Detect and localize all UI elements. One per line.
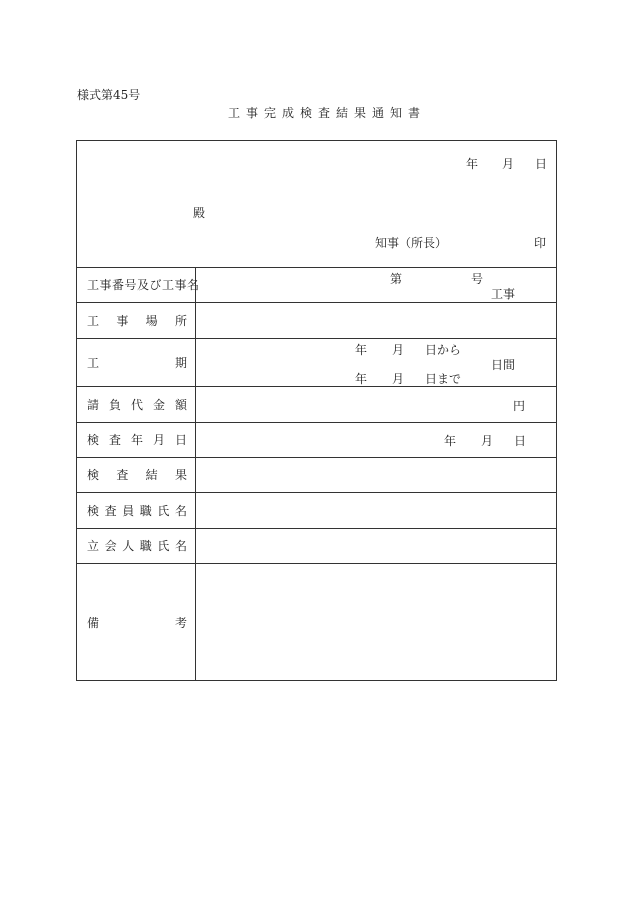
label-char: 月 [152,433,165,447]
header-date-month: 月 [502,157,515,171]
label-char: 結 [145,468,158,482]
label-inspector [77,492,195,528]
inspection-year: 年 [444,434,457,448]
label-char: 事 [116,313,129,328]
field-inspection-result[interactable] [196,458,556,491]
amount-unit: 円 [513,399,526,413]
label-char: 員 [122,503,135,518]
label-char: 負 [108,397,121,412]
label-char: 考 [174,615,187,630]
label-char: 氏 [157,503,170,518]
field-inspector[interactable] [196,493,556,527]
field-contract-amount[interactable] [196,387,556,421]
label-location [77,302,195,338]
period-end-year: 年 [355,372,368,386]
label-text: 工事番号及び工事名 [87,278,200,292]
label-char: 額 [174,397,187,412]
seal-mark: 印 [534,236,547,250]
label-char: 金 [152,397,165,412]
form-number: 様式第45号 [77,88,141,102]
field-witness[interactable] [196,529,556,562]
label-char: 検 [87,503,100,518]
label-char: 果 [174,468,187,482]
label-char: 職 [139,503,152,518]
label-remarks [77,563,195,681]
label-char: 会 [104,539,117,553]
number-prefix: 第 [390,272,403,286]
label-char: 名 [174,539,187,553]
period-end-month: 月 [392,372,405,386]
label-char: 職 [139,539,152,553]
label-inspection-result [77,457,195,492]
label-char: 所 [174,313,187,328]
label-char: 立 [87,539,100,553]
inspection-month: 月 [481,434,494,448]
label-char: 期 [174,355,187,370]
label-char: 工 [87,355,100,370]
label-char: 氏 [157,539,170,553]
label-char: 検 [87,433,100,447]
label-char: 場 [145,313,158,328]
label-char: 備 [87,615,100,630]
header-date-year: 年 [466,157,479,171]
field-location[interactable] [196,303,556,337]
header-date-day: 日 [535,157,548,171]
label-char: 年 [130,433,143,447]
label-period [77,338,195,386]
name-suffix: 工事 [491,287,516,301]
period-days-unit: 日間 [491,358,516,372]
label-char: 請 [87,397,100,412]
period-end-day: 日まで [425,372,462,386]
field-inspection-date[interactable] [196,423,556,456]
label-inspection-date [77,422,195,457]
label-char: 人 [122,539,135,553]
label-contract-amount [77,386,195,422]
period-start-year: 年 [355,343,368,357]
addressee-suffix: 殿 [193,206,206,220]
label-char: 査 [116,468,129,482]
label-char: 査 [104,503,117,518]
label-char: 工 [87,313,100,328]
field-period[interactable] [196,339,556,385]
label-char: 代 [130,397,143,412]
inspection-form [76,140,557,681]
label-char: 名 [174,503,187,518]
label-witness [77,528,195,563]
field-construction-number[interactable] [196,268,556,302]
field-remarks[interactable] [196,564,556,680]
label-construction-number [77,267,200,302]
number-suffix: 号 [471,272,484,286]
inspection-day: 日 [514,434,527,448]
label-char: 検 [87,468,100,482]
page-title: 工事完成検査結果通知書 [228,106,427,120]
label-char: 日 [174,433,187,447]
period-start-month: 月 [392,343,405,357]
issuer-title: 知事（所長） [375,236,448,250]
period-start-day: 日から [425,343,462,357]
label-char: 査 [108,433,121,447]
